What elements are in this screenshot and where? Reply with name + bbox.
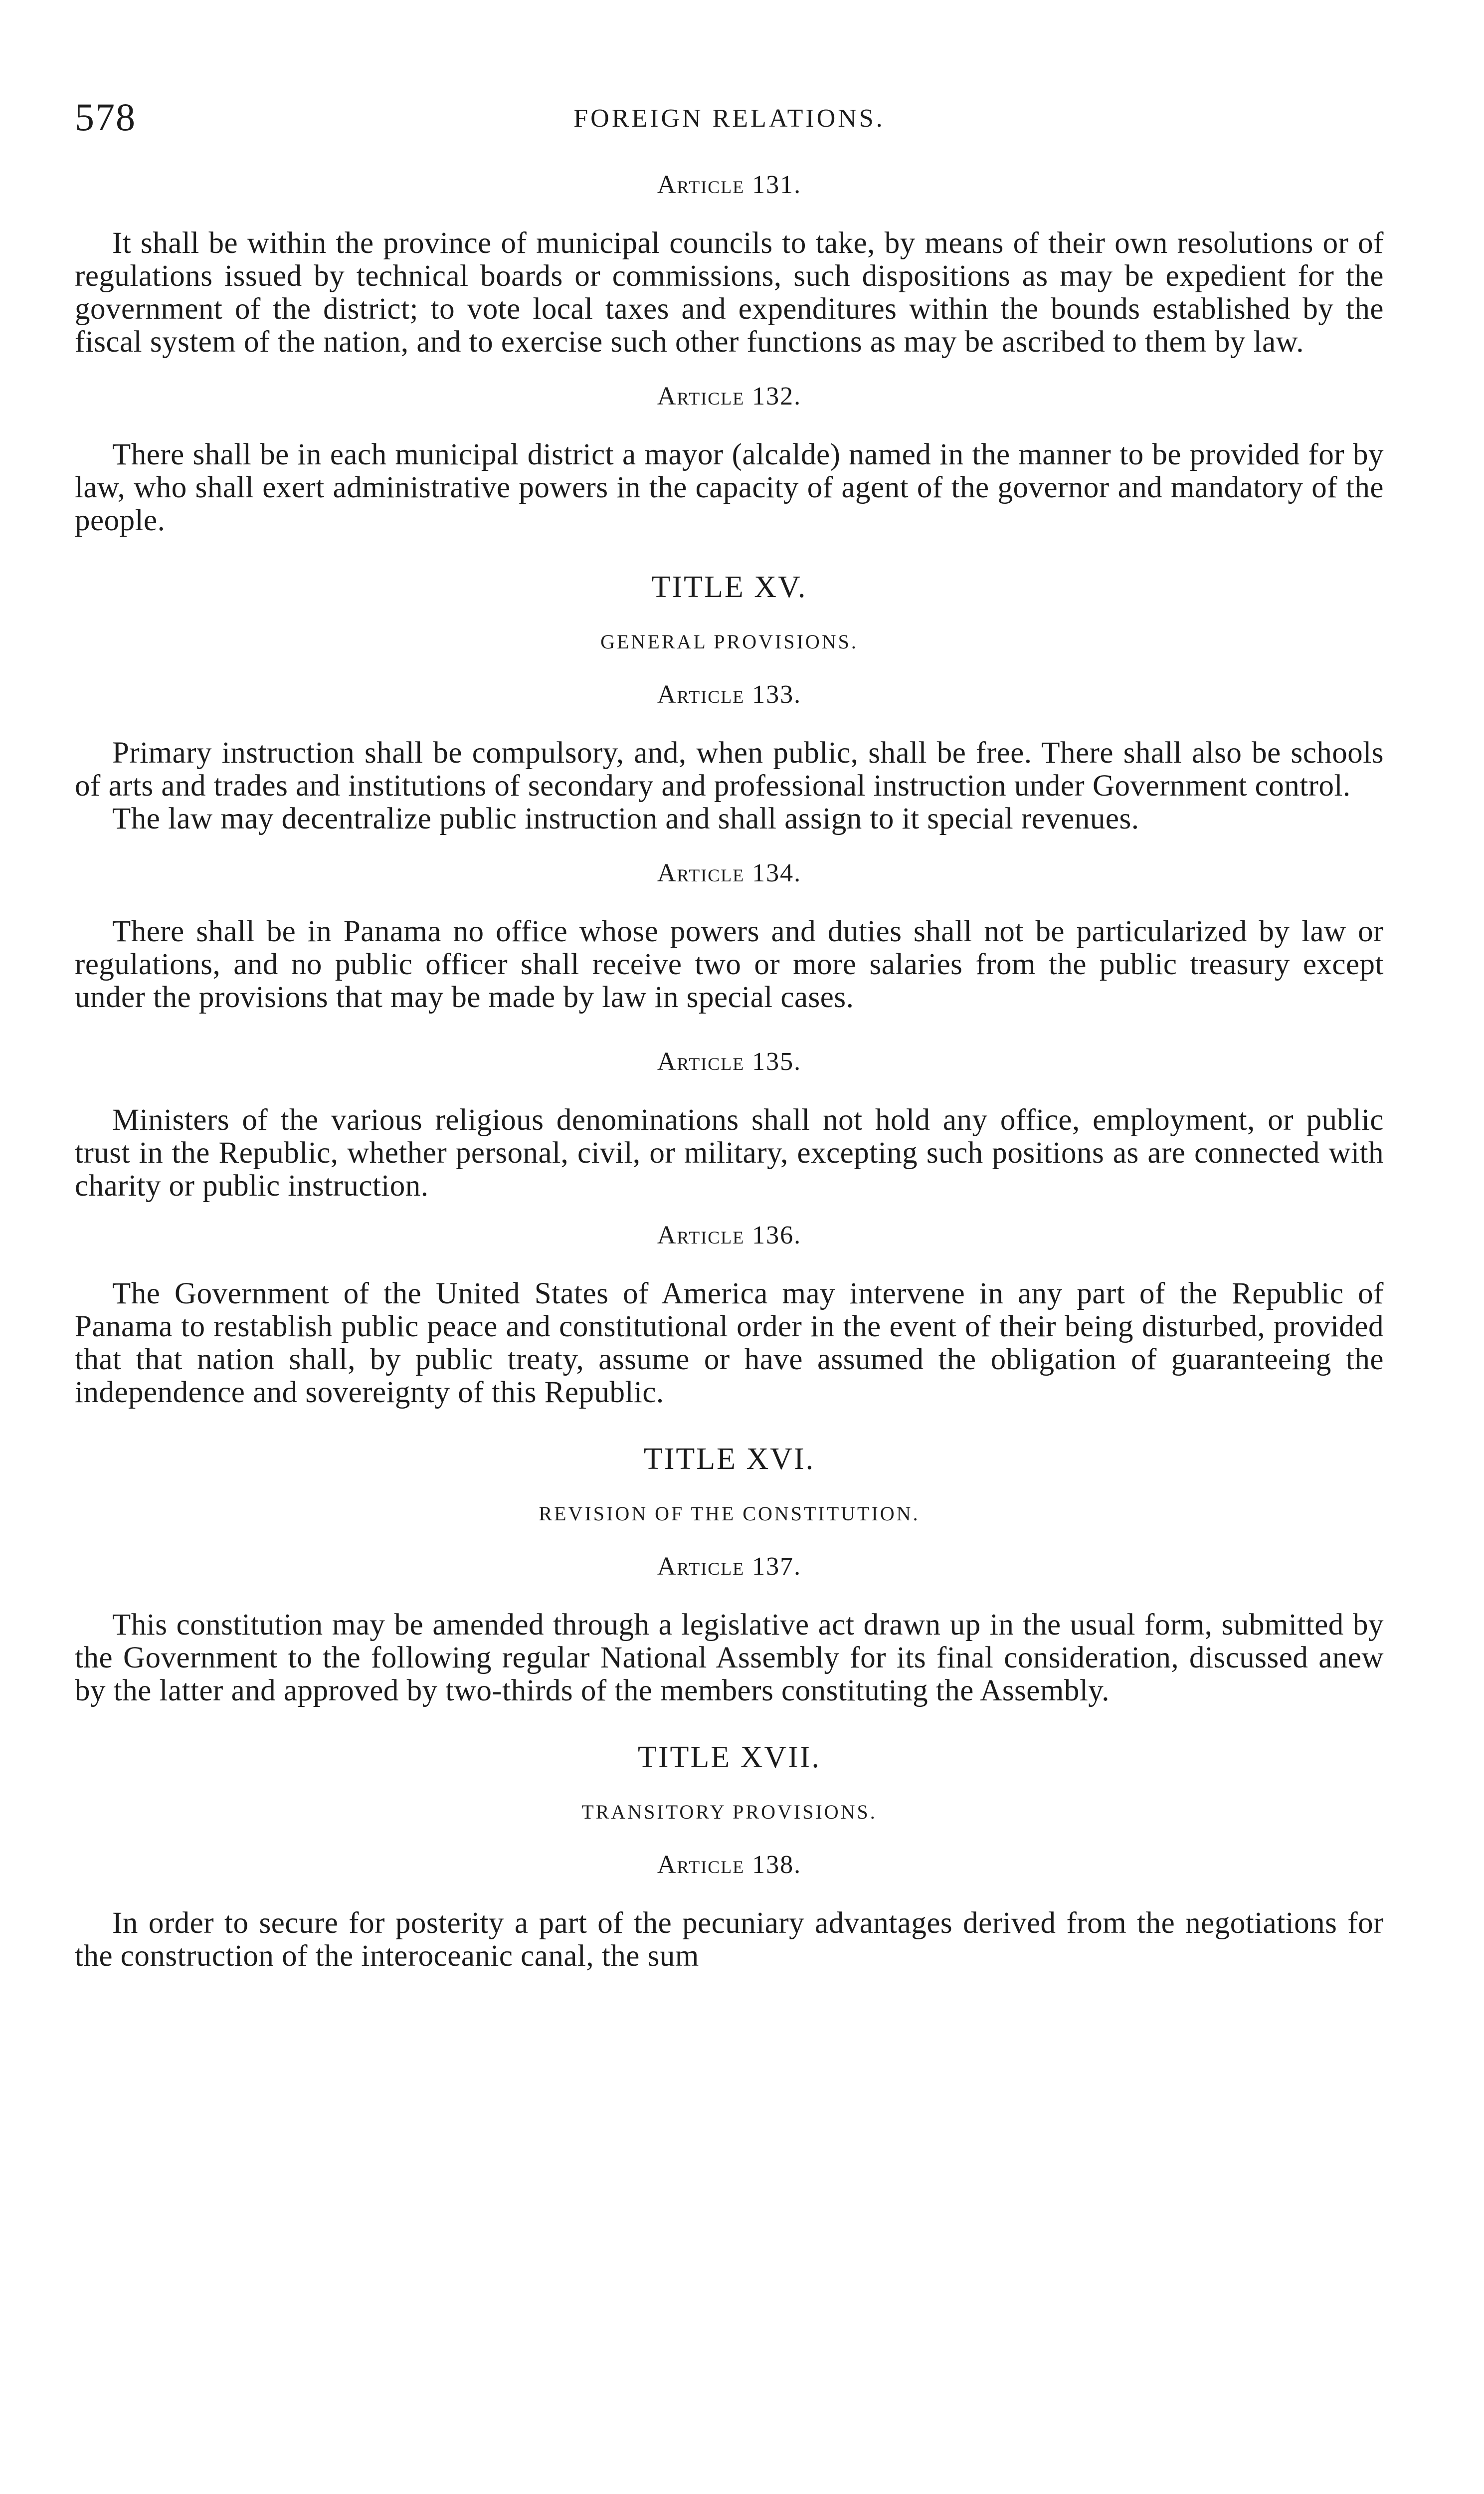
running-header [75, 95, 1384, 140]
article-134-text: There shall be in Panama no office whose powers and duties shall not be particularized by law or regulations, and no public officer shall receive two or more salaries from the public treasury except under the provisions that may be made by law in special cases. [75, 915, 1384, 1014]
running-title: FOREIGN RELATIONS. [573, 104, 885, 133]
title-xvi-subtitle: REVISION OF THE CONSTITUTION. [539, 1502, 920, 1525]
article-135-heading: Article 135. [657, 1047, 802, 1076]
article-132-text: There shall be in each municipal district a mayor (alcalde) named in the manner to be provided for by law, who shall exert administrative powers in the capacity of agent of the governor and mandatory of the people. [75, 438, 1384, 537]
article-138-text: In order to secure for posterity a part of the pecuniary advantages derived from the negotiations for the construction of the interoceanic canal, the sum [75, 1906, 1384, 1973]
article-137-heading: Article 137. [657, 1552, 802, 1581]
title-xvii-heading: TITLE XVII. [638, 1740, 821, 1774]
article-136-heading: Article 136. [657, 1221, 802, 1249]
page-body [75, 167, 1384, 1973]
article-136-text: The Government of the United States of America may intervene in any part of the Republic of Panama to restablish public peace and constitutional order in the event of their being disturbed, provided that that nation shall, by public treaty, assume or have assumed the obligation of guaranteeing the independence and sovereignty of this Republic. [75, 1277, 1384, 1409]
title-xvi-heading: TITLE XVI. [643, 1442, 815, 1476]
article-135-text: Ministers of the various religious denominations shall not hold any office, employment, or public trust in the Republic, whether personal, civil, or military, excepting such positions as are connected with charity or public instruction. [75, 1103, 1384, 1203]
article-133-text-1: Primary instruction shall be compulsory, and, when public, shall be free. There shall also be schools of arts and trades and institutions of secondary and professional instruction under Government control. [75, 736, 1384, 803]
title-xv-heading: TITLE XV. [651, 570, 807, 604]
article-138-heading: Article 138. [657, 1851, 802, 1879]
title-xv-subtitle: GENERAL PROVISIONS. [600, 630, 858, 653]
page-number: 578 [75, 95, 136, 139]
article-132-heading: Article 132. [657, 382, 802, 411]
article-134-heading: Article 134. [657, 859, 802, 887]
article-131-text: It shall be within the province of municipal councils to take, by means of their own resolutions or of regulations issued by technical boards or commissions, such dispositions as may be expedient for the government of the district; to vote local taxes and expenditures within the bounds established by the fiscal system of the nation, and to exercise such other functions as may be ascribed to them by law. [75, 226, 1384, 359]
article-137-text: This constitution may be amended through a legislative act drawn up in the usual form, submitted by the Government to the following regular National Assembly for its final consideration, discussed anew by the latter and approved by two-thirds of the members constituting the Assembly. [75, 1608, 1384, 1707]
article-133-heading: Article 133. [657, 680, 802, 709]
article-131-heading: Article 131. [657, 171, 802, 199]
title-xvii-subtitle: TRANSITORY PROVISIONS. [581, 1801, 877, 1823]
article-133-text-2: The law may decentralize public instruction and shall assign to it special revenues. [112, 802, 1139, 835]
